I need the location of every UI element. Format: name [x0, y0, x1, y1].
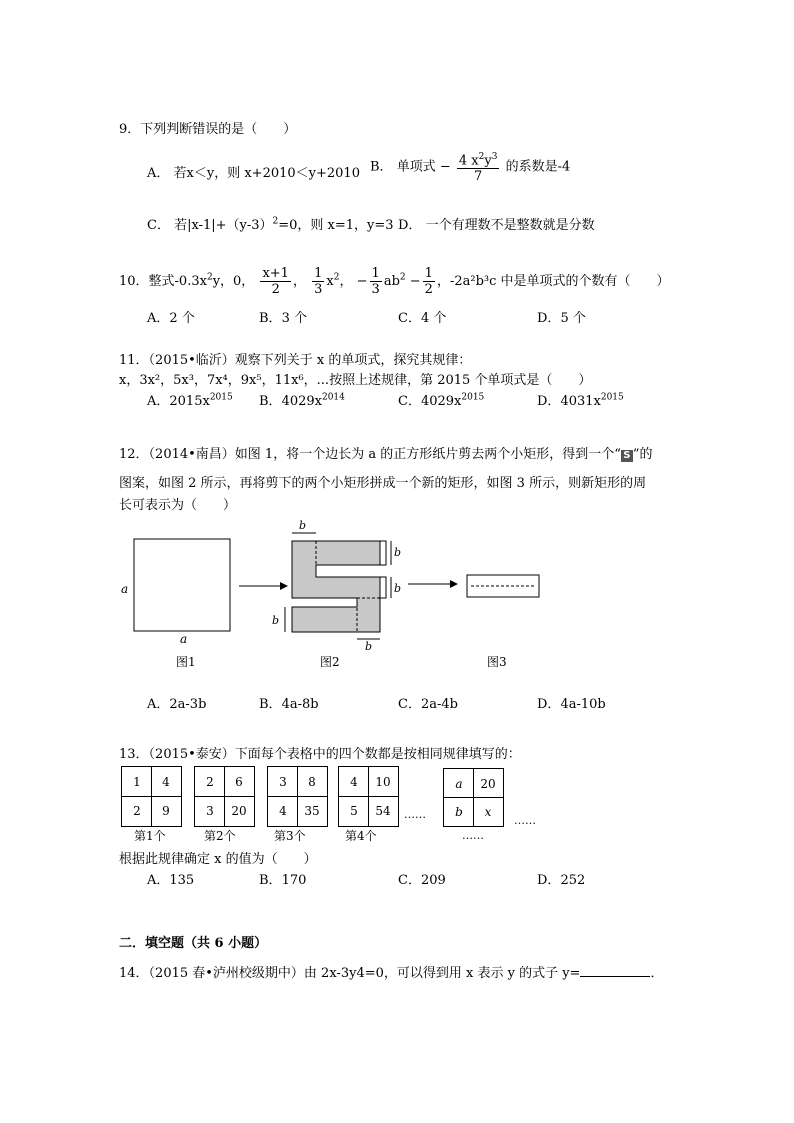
- t5-bottom-left: b: [455, 805, 463, 819]
- q11-d-text: 4031x: [560, 394, 601, 409]
- q10-f4-num: 1: [424, 266, 433, 281]
- q13-stem: 13．（2015•泰安）下面每个表格中的四个数都是按相同规律填写的：: [119, 747, 521, 762]
- q9-b-sup2: 3: [491, 152, 498, 162]
- q11-b-sup: 2014: [321, 392, 345, 403]
- t5-top-right: 20: [480, 777, 496, 791]
- q12-option-b: [259, 693, 319, 712]
- fig1-label-a-left: a: [121, 582, 129, 596]
- q11-stem: 11．（2015•临沂）观察下列关于 x 的单项式，探究其规律：: [119, 353, 472, 368]
- t1-bottom-right: 9: [162, 804, 170, 818]
- q9-option-a: [147, 162, 360, 181]
- q14-stem-text: 14．（2015 春•泸州校级期中）由 2x-3y4=0，可以得到用 x 表示 y 的式子 y=: [119, 966, 581, 981]
- q9-b-pre: 单项式 −: [396, 159, 451, 175]
- q11-line2: x，3x²，5x³，7x⁴，9x⁵，11x⁶，...按照上述规律，第 2015 个单项式是（ ）: [119, 373, 592, 388]
- q10-f2-sup: 2: [333, 272, 340, 283]
- q13-table-2: [194, 766, 255, 827]
- q12-a-text: 2a-3b: [169, 697, 207, 712]
- t2-top-left: 2: [206, 775, 214, 789]
- q9-d-label: D．: [398, 218, 422, 233]
- t4-bottom-left: 5: [350, 804, 358, 818]
- q12-line3: 长可表示为（ ）: [119, 498, 237, 513]
- t4-bottom-right: 54: [375, 804, 391, 818]
- q9-option-d: [398, 214, 595, 233]
- q9-b-den: 7: [474, 169, 483, 185]
- t3-bottom-right: 35: [304, 804, 320, 818]
- arrow-1-head: [280, 582, 288, 590]
- q9-b-label: B．: [370, 159, 393, 175]
- q10-option-a: [147, 307, 195, 326]
- q10-f3-num: 1: [371, 266, 380, 281]
- q9-c-text-post: =0，则 x=1，y=3: [278, 218, 394, 233]
- q10-f2-den: 3: [314, 282, 323, 297]
- q10-stem-end: ，-2a²b³c 中是单项式的个数有（ ）: [436, 274, 670, 289]
- q11-c-sup: 2015: [461, 392, 485, 403]
- q12-b-text: 4a-8b: [281, 697, 319, 712]
- q11-option-a: [147, 390, 233, 409]
- t5-caption: ……: [462, 829, 484, 842]
- q13-table-5: [443, 768, 504, 827]
- q10-comma-1: ，: [292, 274, 306, 289]
- q10-b-text: 3 个: [281, 311, 307, 326]
- t3-top-right: 8: [308, 775, 316, 789]
- t4-caption: 第4个: [345, 829, 377, 843]
- q13-option-c: [398, 869, 446, 888]
- q12-c-text: 2a-4b: [420, 697, 458, 712]
- q13-dots-1: ……: [404, 808, 426, 821]
- q9-c-text-pre: 若|x-1|+（y-3）: [174, 218, 273, 233]
- q9-b-post: 的系数是-4: [505, 159, 571, 175]
- q14-stem: [119, 962, 663, 981]
- q13-d-label: D．: [537, 873, 561, 888]
- q9-b-num: 4 x: [458, 153, 479, 169]
- q9-b-fraction: [457, 150, 500, 184]
- t3-caption: 第3个: [274, 829, 306, 843]
- q13-option-a: [147, 869, 194, 888]
- q10-c-label: C．: [398, 311, 421, 326]
- t2-top-right: 6: [235, 775, 243, 789]
- q11-option-c: [398, 390, 484, 409]
- t4-top-left: 4: [350, 775, 358, 789]
- q12-line2: 图案，如图 2 所示，再将剪下的两个小矩形拼成一个新的矩形，如图 3 所示，则新矩形的周: [119, 476, 647, 491]
- fig2-notch-top: [380, 541, 386, 565]
- section-2-title: 二．填空题（共 6 小题）: [119, 936, 268, 951]
- q10-stem-sup: 2: [206, 272, 213, 283]
- q11-option-d: [537, 390, 624, 409]
- q10-neg-1: −: [356, 274, 368, 289]
- q11-b-label: B．: [259, 394, 282, 409]
- t5-top-left: a: [455, 777, 463, 791]
- q10-option-d: [537, 307, 586, 326]
- q12-b-label: B．: [259, 697, 282, 712]
- q13-c-text: 209: [420, 873, 446, 888]
- q10-f3-den: 3: [371, 282, 380, 297]
- t2-caption: 第2个: [204, 829, 236, 843]
- q9-b-sup1: 2: [478, 152, 485, 162]
- q13-a-label: A．: [147, 873, 170, 888]
- q10-f2-after: x: [326, 274, 334, 289]
- fig1-caption: 图1: [176, 655, 196, 669]
- q10-d-label: D．: [537, 311, 561, 326]
- q13-b-text: 170: [281, 873, 307, 888]
- q11-d-label: D．: [537, 394, 561, 409]
- q9-d-text: 一个有理数不是整数就是分数: [425, 218, 595, 233]
- q9-b-num-mid: y: [484, 153, 492, 169]
- q13-d-text: 252: [560, 873, 586, 888]
- q10-fraction-4: [423, 266, 435, 297]
- q10-stem: [119, 266, 670, 297]
- q10-fraction-2: [312, 266, 324, 297]
- q10-c-text: 4 个: [420, 311, 447, 326]
- fig2-notch-right: [380, 577, 386, 598]
- q10-f4-den: 2: [424, 282, 433, 297]
- q10-stem-pre: 10．整式-0.3x: [119, 274, 207, 289]
- fig2-b-label-left: b: [272, 614, 280, 627]
- t4-top-right: 10: [375, 775, 391, 789]
- fig1-square: [134, 539, 230, 631]
- t3-bottom-left: 4: [279, 804, 287, 818]
- fig1-label-a-bottom: a: [180, 632, 188, 646]
- q13-table-4: [338, 766, 399, 827]
- q12-line1: [119, 443, 653, 462]
- q12-option-d: [537, 693, 606, 712]
- q14-end: ．: [650, 966, 664, 981]
- q11-c-text: 4029x: [420, 394, 462, 409]
- s-shape-icon: S: [621, 450, 633, 462]
- t1-caption: 第1个: [134, 829, 166, 843]
- q11-option-b: [259, 390, 345, 409]
- q10-neg-2: −: [409, 274, 421, 289]
- q11-c-label: C．: [398, 394, 421, 409]
- q10-d-text: 5 个: [560, 311, 586, 326]
- q9-c-label: C．: [147, 218, 170, 233]
- t5-bottom-right: x: [484, 805, 492, 819]
- q11-d-sup: 2015: [600, 392, 624, 403]
- q11-b-text: 4029x: [281, 394, 322, 409]
- q10-f3-after: ab: [383, 274, 400, 289]
- q12-option-c: [398, 693, 458, 712]
- q10-a-label: A．: [147, 311, 170, 326]
- q13-a-text: 135: [169, 873, 195, 888]
- q10-a-text: 2 个: [169, 311, 195, 326]
- t1-top-left: 1: [133, 775, 141, 789]
- q10-fraction-3: [370, 266, 382, 297]
- fig3-caption: 图3: [487, 655, 507, 669]
- q9-a-text: 若x＜y，则 x+2010＜y+2010: [173, 166, 360, 181]
- q9-c-sup: 2: [272, 216, 279, 227]
- q12-d-text: 4a-10b: [560, 697, 606, 712]
- q12-line1-post: ”的: [632, 447, 653, 462]
- q12-d-label: D．: [537, 697, 561, 712]
- fig2-s-shape: [292, 541, 380, 632]
- q10-f1-den: 2: [271, 282, 280, 297]
- q13-dots-2: ……: [514, 814, 536, 827]
- arrow-2-head: [450, 580, 458, 588]
- t2-bottom-right: 20: [231, 804, 247, 818]
- q10-comma-2: ，: [339, 274, 353, 289]
- q12-a-label: A．: [147, 697, 170, 712]
- q13-c-label: C．: [398, 873, 421, 888]
- q9-option-c: [147, 214, 394, 233]
- q13-option-b: [259, 869, 306, 888]
- q9-a-label: A．: [147, 166, 170, 181]
- q13-option-d: [537, 869, 585, 888]
- q10-fraction-1: [260, 266, 291, 297]
- q9-option-b: [370, 150, 570, 184]
- q12-line1-pre: 12．（2014•南昌）如图 1，将一个边长为 a 的正方形纸片剪去两个小矩形，得到一个“: [119, 447, 621, 462]
- q13-b-label: B．: [259, 873, 282, 888]
- t1-top-right: 4: [162, 775, 170, 789]
- q10-option-b: [259, 307, 307, 326]
- q13-line2: 根据此规律确定 x 的值为（ ）: [119, 852, 317, 867]
- q10-stem-mid: y，0，: [212, 274, 255, 289]
- q10-f2-num: 1: [314, 266, 323, 281]
- q10-f3-sup: 2: [399, 272, 406, 283]
- q10-option-c: [398, 307, 446, 326]
- q11-a-sup: 2015: [209, 392, 233, 403]
- fig2-b-label-bottom: b: [365, 640, 373, 653]
- fig2-b-label-top: b: [299, 519, 307, 532]
- q13-table-3: [267, 766, 328, 827]
- q12-figures: [110, 515, 560, 675]
- q13-table-1: [121, 766, 182, 827]
- q14-blank[interactable]: [580, 963, 650, 977]
- fig2-b-label-right2: b: [394, 582, 402, 595]
- q10-f1-num: x+1: [262, 266, 289, 281]
- t2-bottom-left: 3: [206, 804, 214, 818]
- t1-bottom-left: 2: [133, 804, 141, 818]
- q12-c-label: C．: [398, 697, 421, 712]
- fig2-b-label-right1: b: [394, 546, 402, 559]
- q10-b-label: B．: [259, 311, 282, 326]
- t3-top-left: 3: [279, 775, 287, 789]
- fig2-caption: 图2: [320, 655, 340, 669]
- q11-a-label: A．: [147, 394, 170, 409]
- q11-a-text: 2015x: [169, 394, 210, 409]
- q12-option-a: [147, 693, 206, 712]
- q9-stem: 9．下列判断错误的是（ ）: [119, 122, 297, 137]
